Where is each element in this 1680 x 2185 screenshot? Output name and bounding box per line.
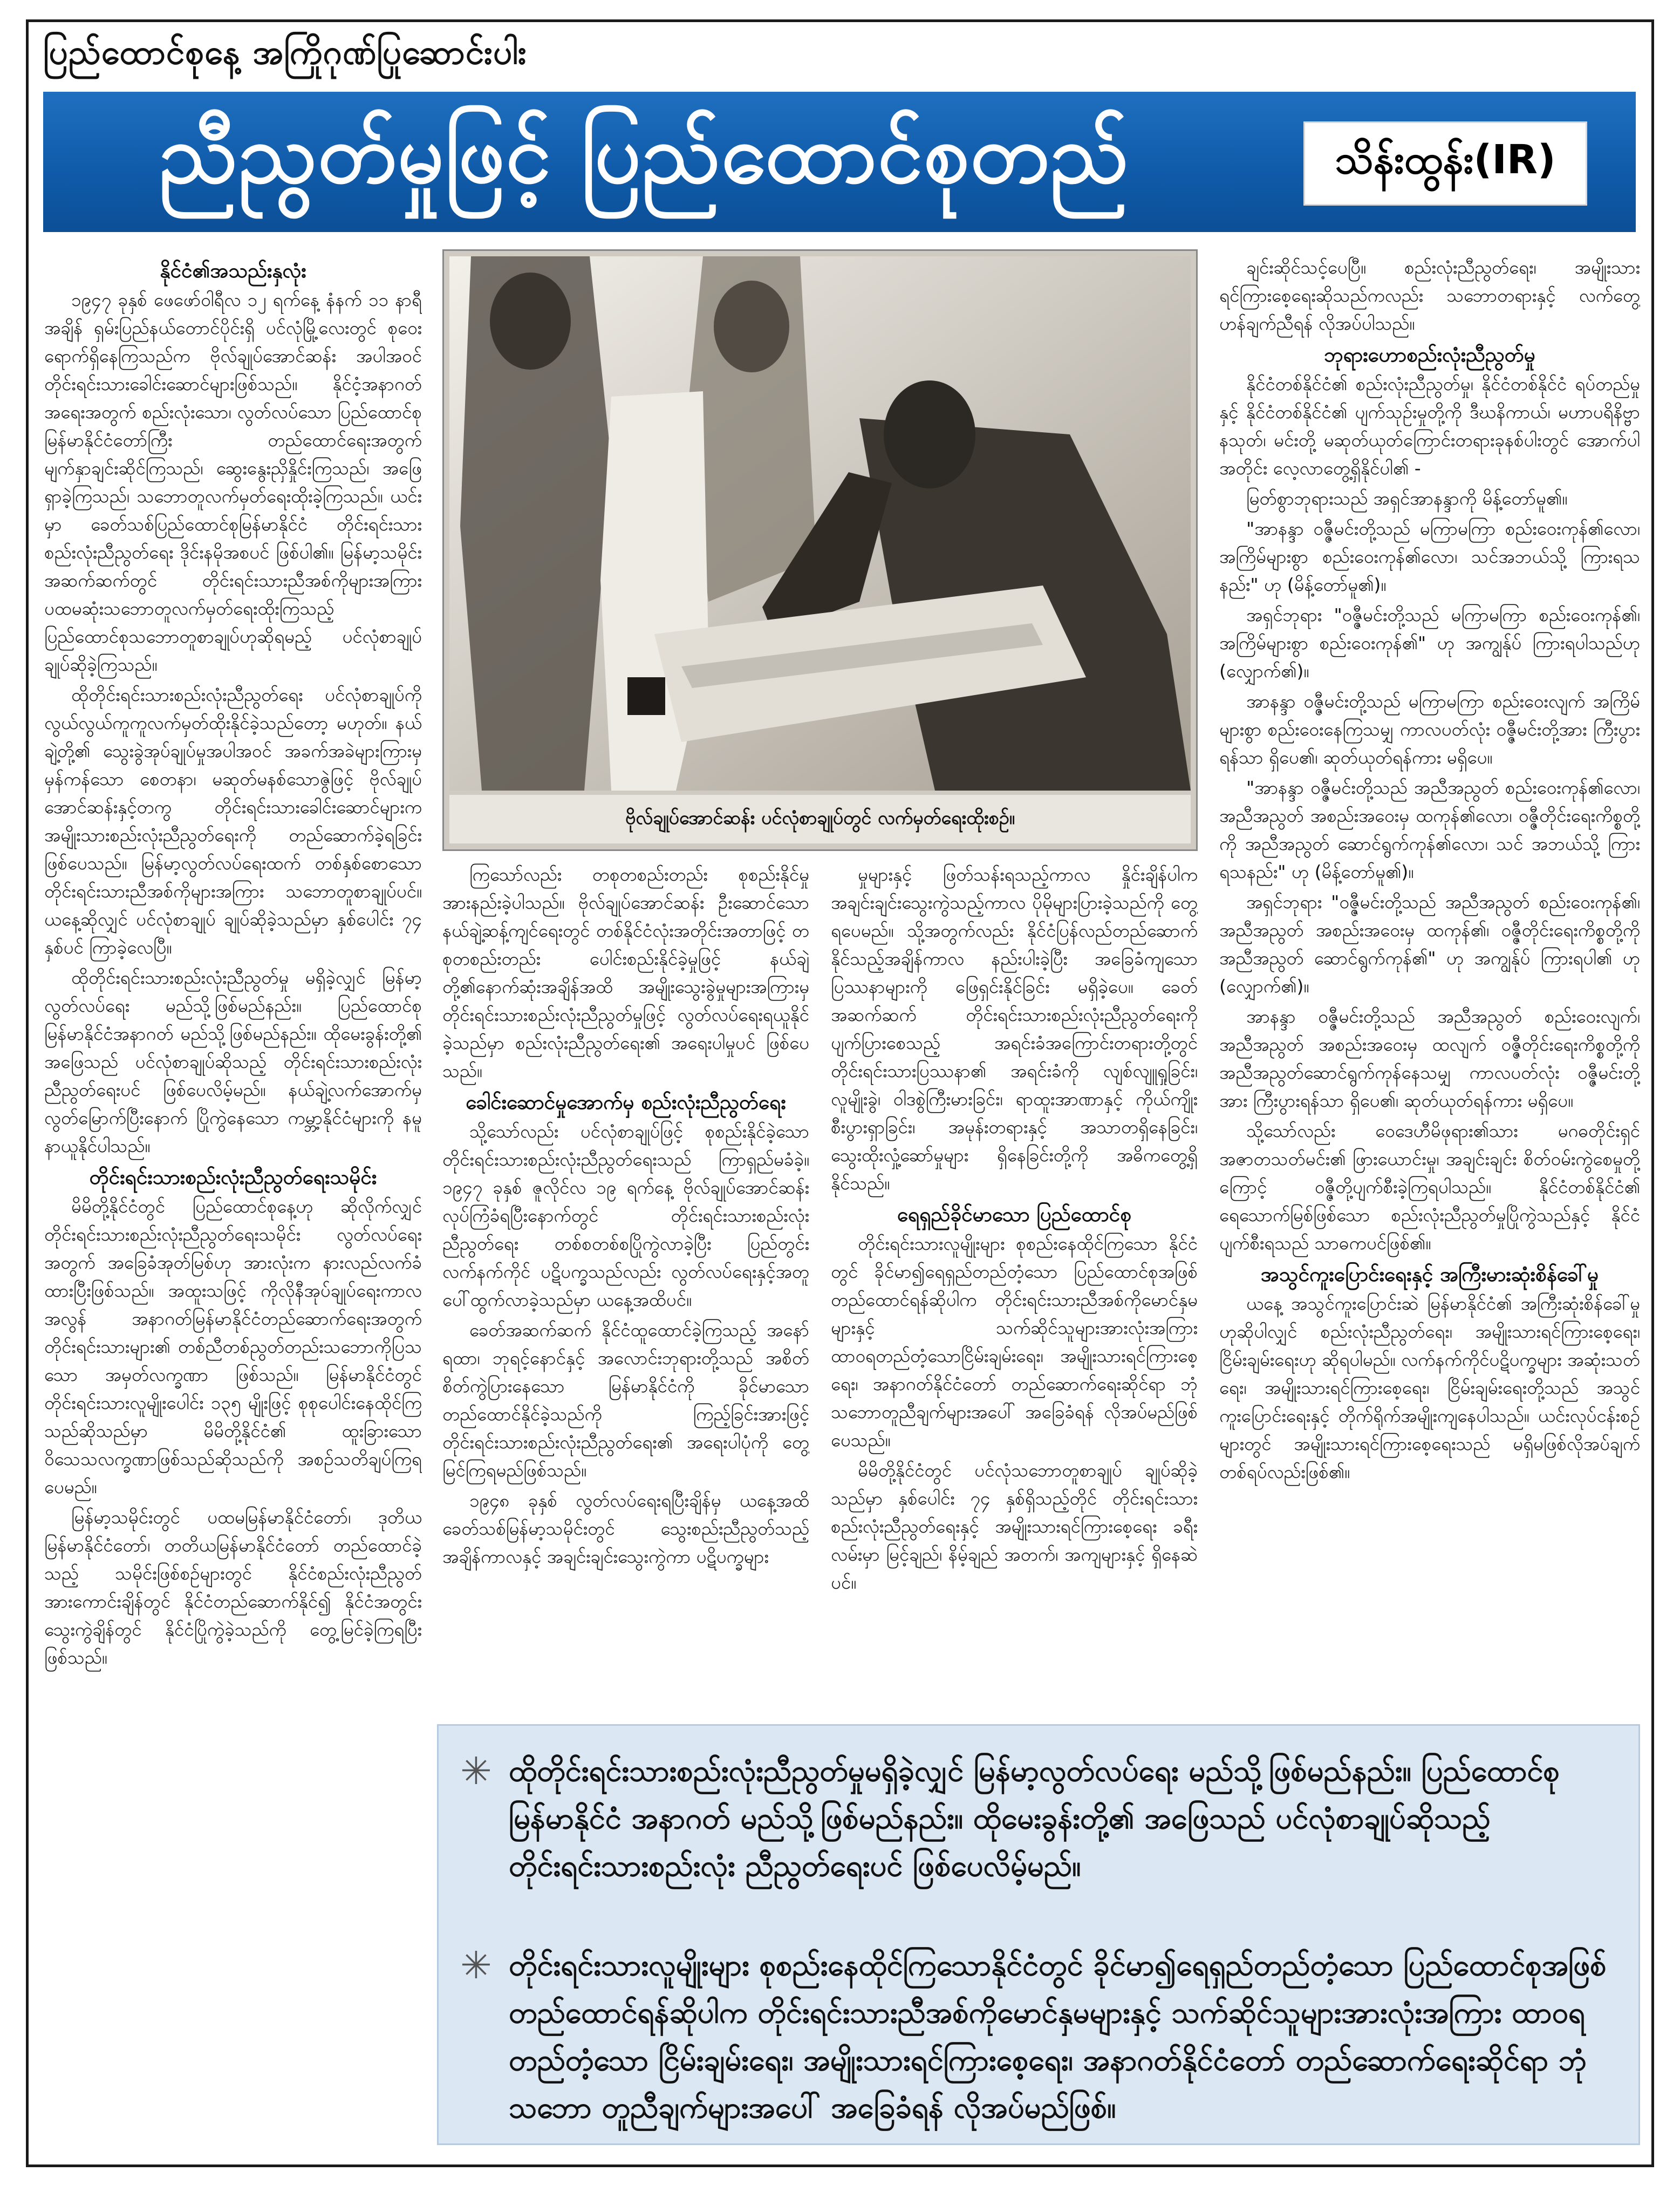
paragraph: ကြသော်လည်း တစုတစည်းတည်း စုစည်းနိုင်မှုအားနည်းခဲ့ပါသည်။ ဗိုလ်ချုပ်အောင်ဆန်း ဦးဆောင်သော နယ်ချဲ့ဆန့်ကျင်ရေးတွင် တစ်နိုင်ငံလုံးအတိုင်းအတာဖြင့် တစုတစည်းတည်း ပေါင်းစည်းနိုင်ခဲ့မှုဖြင့် နယ်ချဲ့တို့၏နောက်ဆုံးအချိန်အထိ အမျိုးသွေးခွဲမှုများအကြားမှ တိုင်းရင်းသားစည်းလုံးညီညွတ်မှုဖြင့် လွတ်လပ်ရေးရယူနိုင်ခဲ့သည်မှာ စည်းလုံးညီညွတ်ရေး၏ အရေးပါမှုပင် ဖြစ်ပေသည်။ <box>442 864 809 1081</box>
photo-caption: ဗိုလ်ချုပ်အောင်ဆန်း ပင်လုံစာချုပ်တွင် လက်မှတ်ရေးထိုးစဉ်။ <box>449 795 1191 843</box>
paragraph: ၁၉၄၇ ခုနှစ် ဖေဖော်ဝါရီလ ၁၂ ရက်နေ့ နံနက် ၁၁ နာရီအချိန် ရှမ်းပြည်နယ်တောင်ပိုင်းရှိ ပင်လုံမြို့လေးတွင် စုဝေးရောက်ရှိနေကြသည်က ဗိုလ်ချုပ်အောင်ဆန်း အပါအဝင် တိုင်းရင်းသားခေါင်းဆောင်များဖြစ်သည်။ နိုင်ငံ့အနာဂတ်အရေးအတွက် စည်းလုံးသော၊ လွတ်လပ်သော ပြည်ထောင်စုမြန်မာနိုင်ငံတော်ကြီး တည်ထောင်ရေးအတွက် မျက်နှာချင်းဆိုင်ကြသည်၊ ဆွေးနွေးညှိနှိုင်းကြသည်၊ အဖြေရှာခဲ့ကြသည်၊ သဘောတူလက်မှတ်ရေးထိုးခဲ့ကြသည်။ ယင်းမှာ ခေတ်သစ်ပြည်ထောင်စုမြန်မာနိုင်ငံ တိုင်းရင်းသားစည်းလုံးညီညွတ်ရေး ဒိုင်းနမိုအစပင် ဖြစ်ပါ၏။ မြန်မာ့သမိုင်းအဆက်ဆက်တွင် တိုင်းရင်းသားညီအစ်ကိုများအကြား ပထမဆုံးသဘောတူလက်မှတ်ရေးထိုးကြသည့် ပြည်ထောင်စုသဘောတူစာချုပ်ဟုဆိုရမည့် ပင်လုံစာချုပ် ချုပ်ဆိုခဲ့ကြသည်။ <box>44 289 422 675</box>
pull-quote-text: ထိုတိုင်းရင်းသားစည်းလုံးညီညွတ်မှုမရှိခဲ့လျှင် မြန်မာ့လွတ်လပ်ရေး မည်သို့ဖြစ်မည်နည်း။ ပြည်ထောင်စု မြန်မာနိုင်ငံ အနာဂတ် မည်သို့ဖြစ်မည်နည်း။ ထိုမေးခွန်းတို့၏ အဖြေသည် ပင်လုံစာချုပ်ဆိုသည့် တိုင်းရင်းသားစည်းလုံး ညီညွတ်ရေးပင် ဖြစ်ပေလိမ့်မည်။ <box>509 1754 1560 1883</box>
section-heading: ခေါင်းဆောင်မှုအောက်မှ စည်းလုံးညီညွတ်ရေး <box>466 1091 786 1114</box>
paragraph: မိမိတို့နိုင်ငံတွင် ပင်လုံသဘောတူစာချုပ် ချုပ်ဆိုခဲ့သည်မှာ နှစ်ပေါင်း ၇၄ နှစ်ရှိသည့်တိုင် တိုင်းရင်းသားစည်းလုံးညီညွတ်ရေးနှင့် အမျိုးသားရင်ကြားစေ့ရေး ခရီးလမ်းမှာ မြင့်ချည်၊ နိမ့်ချည် အတက်၊ အကျများနှင့် ရှိနေဆဲပင်။ <box>831 1460 1198 1593</box>
paragraph: ချင်းဆိုင်သင့်ပေပြီ။ စည်းလုံးညီညွတ်ရေး၊ အမျိုးသားရင်ကြားစေ့ရေးဆိုသည်ကလည်း သဘောတရားနှင့် လက်တွေ့ဟန်ချက်ညီရန် လိုအပ်ပါသည်။ <box>1219 257 1640 334</box>
headline-banner <box>43 92 1636 232</box>
paragraph: တိုင်းရင်းသားလူမျိုးများ စုစည်းနေထိုင်ကြသော နိုင်ငံတွင် ခိုင်မာ၍ရေရှည်တည်တံ့သော ပြည်ထောင်စုအဖြစ် တည်ထောင်ရန်ဆိုပါက တိုင်းရင်းသားညီအစ်ကိုမောင်နှမများနှင့် သက်ဆိုင်သူများအားလုံးအကြား ထာဝရတည်တံ့သောငြိမ်းချမ်းရေး၊ အမျိုးသားရင်ကြားစေ့ရေး၊ အနာဂတ်နိုင်ငံတော် တည်ဆောက်ရေးဆိုင်ရာ ဘုံသဘောတူညီချက်များအပေါ် အခြေခံရန် လိုအပ်မည်ဖြစ်ပေသည်။ <box>831 1233 1198 1451</box>
paragraph: မြန်မာ့သမိုင်းတွင် ပထမမြန်မာနိုင်ငံတော်၊ ဒုတိယမြန်မာနိုင်ငံတော်၊ တတိယမြန်မာနိုင်ငံတော် တည်ထောင်ခဲ့သည့် သမိုင်းဖြစ်စဉ်များတွင် နိုင်ငံစည်းလုံးညီညွတ်အားကောင်းချိန်တွင် နိုင်ငံတည်ဆောက်နိုင်၍ နိုင်ငံအတွင်း သွေးကွဲချိန်တွင် နိုင်ငံပြိုကွဲခဲ့သည်ကို တွေ့မြင်ခဲ့ကြရပြီးဖြစ်သည်။ <box>44 1507 422 1668</box>
paragraph: ယနေ့ အသွင်ကူးပြောင်းဆဲ မြန်မာနိုင်ငံ၏ အကြီးဆုံးစိန်ခေါ်မှုဟုဆိုပါလျှင် စည်းလုံးညီညွတ်ရေး၊ အမျိုးသားရင်ကြားစေ့ရေး၊ ငြိမ်းချမ်းရေးဟု ဆိုရပါမည်။ လက်နက်ကိုင်ပဋိပက္ခများ အဆုံးသတ်ရေး၊ အမျိုးသားရင်ကြားစေ့ရေး၊ ငြိမ်းချမ်းရေးတို့သည် အသွင်ကူးပြောင်းရေးနှင့် တိုက်ရိုက်အမျိုးကျနေပါသည်။ ယင်းလုပ်ငန်းစဉ်များတွင် အမျိုးသားရင်ကြားစေ့ရေးသည် မရှိမဖြစ်လိုအပ်ချက် တစ်ရပ်လည်းဖြစ်၏။ <box>1219 1293 1640 1482</box>
byline: သိန်းထွန်း(IR) <box>1303 121 1587 206</box>
historical-photo <box>449 256 1191 791</box>
section-heading: အသွင်ကူးပြောင်းရေးနှင့် အကြီးမားဆုံးစိန်ခေါ်မှု <box>1260 1263 1599 1286</box>
paragraph: "အာနန္ဒာ ဝဇ္ဇီမင်းတို့သည် မကြာမကြာ စည်းဝေးကုန်၏လော၊ အကြိမ်များစွာ စည်းဝေးကုန်၏လော၊ သင်အဘယ်သို့ ကြားရသနည်း" ဟု (မိန့်တော်မူ၏)။ <box>1219 518 1640 595</box>
paragraph: သို့သော်လည်း ပင်လုံစာချုပ်ဖြင့် စုစည်းနိုင်ခဲ့သော တိုင်းရင်းသားစည်းလုံးညီညွတ်ရေးသည် ကြာရှည်မခံခဲ့။ ၁၉၄၇ ခုနှစ် ဇူလိုင်လ ၁၉ ရက်နေ့ ဗိုလ်ချုပ်အောင်ဆန်း လုပ်ကြံခံရပြီးနောက်တွင် တိုင်းရင်းသားစည်းလုံးညီညွတ်ရေး တစ်စတစ်စပြိုကွဲလာခဲ့ပြီး ပြည်တွင်းလက်နက်ကိုင် ပဋိပက္ခသည်လည်း လွတ်လပ်ရေးနှင့်အတူ ပေါ်ထွက်လာခဲ့သည်မှာ ယနေ့အထိပင်။ <box>442 1121 809 1310</box>
pull-quote-item <box>460 1942 1620 2132</box>
paragraph: ထိုတိုင်းရင်းသားစည်းလုံးညီညွတ်ရေး ပင်လုံစာချုပ်ကို လွယ်လွယ်ကူကူလက်မှတ်ထိုးနိုင်ခဲ့သည်တော့ မဟုတ်။ နယ်ချဲ့တို့၏ သွေးခွဲအုပ်ချုပ်မှုအပါအဝင် အခက်အခဲများကြားမှ မှန်ကန်သော စေတနာ၊ မဆုတ်မနစ်သောဇွဲဖြင့် ဗိုလ်ချုပ်အောင်ဆန်းနှင့်တကွ တိုင်းရင်းသားခေါင်းဆောင်များက အမျိုးသားစည်းလုံးညီညွတ်ရေးကို တည်ဆောက်ခဲ့ရခြင်း ဖြစ်ပေသည်။ မြန်မာ့လွတ်လပ်ရေးထက် တစ်နှစ်စောသော တိုင်းရင်းသားညီအစ်ကိုများအကြား သဘောတူစာချုပ်ပင်။ ယနေ့ဆိုလျှင် ပင်လုံစာချုပ် ချုပ်ဆိုခဲ့သည်မှာ နှစ်ပေါင်း ၇၄ နှစ်ပင် ကြာခဲ့လေပြီ။ <box>44 684 422 958</box>
paragraph: ၁၉၄၈ ခုနှစ် လွတ်လပ်ရေးရပြီးချိန်မှ ယနေ့အထိ ခေတ်သစ်မြန်မာ့သမိုင်းတွင် သွေးစည်းညီညွတ်သည့် အချိန်ကာလနှင့် အချင်းချင်းသွေးကွဲကာ ပဋိပက္ခများ <box>442 1490 809 1567</box>
paragraph: အာနန္ဒာ ဝဇ္ဇီမင်းတို့သည် မကြာမကြာ စည်းဝေးလျက် အကြိမ်များစွာ စည်းဝေးနေကြသမျှ ကာလပတ်လုံး ဝဇ္ဇီမင်းတို့အား ကြီးပွားရန်သာ ရှိပေ၏၊ ဆုတ်ယုတ်ရန်ကား မရှိပေ။ <box>1219 691 1640 768</box>
paragraph: နိုင်ငံတစ်နိုင်ငံ၏ စည်းလုံးညီညွတ်မှု၊ နိုင်ငံတစ်နိုင်ငံ ရပ်တည်မှုနှင့် နိုင်ငံတစ်နိုင်ငံ၏ ပျက်သုဉ်းမှုတို့ကို ဒီဃနိကာယ်၊ မဟာပရိနိဗ္ဗာနသုတ်၊ မင်းတို့ မဆုတ်ယုတ်ကြောင်းတရားခုနစ်ပါးတွင် အောက်ပါအတိုင်း လေ့လာတွေ့ရှိနိုင်ပါ၏ - <box>1219 373 1640 479</box>
section-heading: ဘုရားဟောစည်းလုံးညီညွတ်မှု <box>1324 343 1535 366</box>
section-heading: တိုင်းရင်းသားစည်းလုံးညီညွတ်ရေးသမိုင်း <box>89 1166 377 1189</box>
paragraph: သို့သော်လည်း ဝေဒေဟီမိဖုရား၏သား မဂဓတိုင်းရှင် အဇာတသတ်မင်း၏ ဖြားယောင်းမှု၊ အချင်းချင်း စိတ်ဝမ်းကွဲစေမှုတို့ကြောင့် ဝဇ္ဇီတို့ပျက်စီးခဲ့ကြရပါသည်။ နိုင်ငံတစ်နိုင်ငံ၏ ရေသောက်မြစ်ဖြစ်သော စည်းလုံးညီညွတ်မှုပြိုကွဲသည်နှင့် နိုင်ငံပျက်စီးရသည် သာဓကပင်ဖြစ်၏။ <box>1219 1120 1640 1254</box>
article-column-1 <box>44 254 422 2153</box>
pull-quote-text: တိုင်းရင်းသားလူမျိုးများ စုစည်းနေထိုင်ကြသောနိုင်ငံတွင် ခိုင်မာ၍ရေရှည်တည်တံ့သော ပြည်ထောင်စုအဖြစ် တည်ထောင်ရန်ဆိုပါက တိုင်းရင်းသားညီအစ်ကိုမောင်နှမများနှင့် သက်ဆိုင်သူများအားလုံးအကြား ထာဝရ တည်တံ့သော ငြိမ်းချမ်းရေး၊ အမျိုးသားရင်ကြားစေ့ရေး၊ အနာဂတ်နိုင်ငံတော် တည်ဆောက်ရေးဆိုင်ရာ ဘုံသဘော တူညီချက်များအပေါ် အခြေခံရန် လိုအပ်မည်ဖြစ်။ <box>509 1948 1607 2125</box>
paragraph: အရှင်ဘုရား "ဝဇ္ဇီမင်းတို့သည် မကြာမကြာ စည်းဝေးကုန်၏၊ အကြိမ်များစွာ စည်းဝေးကုန်၏" ဟု အကျွန်ုပ် ကြားရပါသည်ဟု (လျှောက်၏)။ <box>1219 604 1640 682</box>
photo-illustration <box>449 256 1191 791</box>
section-heading: ရေရှည်ခိုင်မာသော ပြည်ထောင်စု <box>897 1203 1132 1226</box>
paragraph: ခေတ်အဆက်ဆက် နိုင်ငံထူထောင်ခဲ့ကြသည့် အနော်ရထာ၊ ဘုရင့်နောင်နှင့် အလောင်းဘုရားတို့သည် အစိတ်စိတ်ကွဲပြားနေသော မြန်မာနိုင်ငံကို ခိုင်မာသော တည်ထောင်နိုင်ခဲ့သည်ကို ကြည့်ခြင်းအားဖြင့် တိုင်းရင်းသားစည်းလုံးညီညွတ်ရေး၏ အရေးပါပုံကို တွေ့မြင်ကြရမည်ဖြစ်သည်။ <box>442 1319 809 1481</box>
paragraph: မှုများနှင့် ဖြတ်သန်းရသည့်ကာလ နှိုင်းချိန်ပါက အချင်းချင်းသွေးကွဲသည့်ကာလ ပိုမိုများပြားခဲ့သည်ကို တွေ့ရပေမည်။ သို့အတွက်လည်း နိုင်ငံပြန်လည်တည်ဆောက်နိုင်သည့်အချိန်ကာလ နည်းပါးခဲ့ပြီး အခြေခံကျသော ပြဿနာများကို ဖြေရှင်းနိုင်ခြင်း မရှိခဲ့ပေ။ ခေတ်အဆက်ဆက် တိုင်းရင်းသားစည်းလုံးညီညွတ်ရေးကို ပျက်ပြားစေသည့် အရင်းခံအကြောင်းတရားတို့တွင် တိုင်းရင်းသားပြဿနာ၏ အရင်းခံကို လျစ်လျူရှုခြင်း၊ လူမျိုးခွဲ၊ ဝါဒစွဲကြီးမားခြင်း၊ ရာထူးအာဏာနှင့် ကိုယ်ကျိုးစီးပွားရှာခြင်း၊ အမုန်းတရားနှင့် အသာတရှိနေခြင်း၊ သွေးထိုးလှုံ့ဆော်မှုများ ရှိနေခြင်းတို့ကို အဓိကတွေ့ရှိနိုင်သည်။ <box>831 864 1198 1194</box>
kicker: ပြည်ထောင်စုနေ့ အကြိုဂုဏ်ပြုဆောင်းပါး <box>43 32 527 72</box>
pull-quote-box <box>437 1724 1640 2145</box>
section-heading: နိုင်ငံ၏အသည်းနှလုံး <box>160 259 306 282</box>
article-column-2 <box>442 861 809 1703</box>
photo-figure <box>442 249 1198 851</box>
paragraph: အရှင်ဘုရား "ဝဇ္ဇီမင်းတို့သည် အညီအညွတ် စည်းဝေးကုန်၏၊ အညီအညွတ် အစည်းအဝေးမှ ထကုန်၏၊ ဝဇ္ဇီတိုင်းရေးကိစ္စတို့ကို အညီအညွတ် ဆောင်ရွက်ကုန်၏" ဟု အကျွန်ုပ် ကြားရပါ၏ ဟု (လျှောက်၏)။ <box>1219 891 1640 997</box>
pull-quote-item <box>460 1747 1620 1890</box>
headline: ညီညွတ်မှုဖြင့် ပြည်ထောင်စုတည် <box>159 107 1130 201</box>
article-column-4 <box>1219 254 1640 1711</box>
paragraph: အာနန္ဒာ ဝဇ္ဇီမင်းတို့သည် အညီအညွတ် စည်းဝေးလျက်၊ အညီအညွတ် အစည်းအဝေးမှ ထလျက် ဝဇ္ဇီတိုင်းရေးကိစ္စတို့ကို အညီအညွတ်ဆောင်ရွက်ကုန်နေသမျှ ကာလပတ်လုံး ဝဇ္ဇီမင်းတို့အား ကြီးပွားရန်သာ ရှိပေ၏၊ ဆုတ်ယုတ်ရန်ကား မရှိပေ။ <box>1219 1006 1640 1111</box>
paragraph: မြတ်စွာဘုရားသည် အရှင်အာနန္ဒာကို မိန့်တော်မူ၏။ <box>1246 488 1568 509</box>
article-column-3 <box>831 861 1198 1703</box>
paragraph: "အာနန္ဒာ ဝဇ္ဇီမင်းတို့သည် အညီအညွတ် စည်းဝေးကုန်၏လော၊ အညီအညွတ် အစည်းအဝေးမှ ထကုန်၏လော၊ ဝဇ္ဇီတိုင်းရေးကိစ္စတို့ကို အညီအညွတ် ဆောင်ရွက်ကုန်၏လော၊ သင် အဘယ်သို့ ကြားရသနည်း" ဟု (မိန့်တော်မူ၏)။ <box>1219 777 1640 882</box>
asterisk-bullet-icon: ✳ <box>460 1943 492 1987</box>
paragraph: ထိုတိုင်းရင်းသားစည်းလုံးညီညွတ်မှု မရှိခဲ့လျှင် မြန်မာ့လွတ်လပ်ရေး မည်သို့ဖြစ်မည်နည်း။ ပြည်ထောင်စုမြန်မာနိုင်ငံအနာဂတ် မည်သို့ဖြစ်မည်နည်း။ ထိုမေးခွန်းတို့၏ အဖြေသည် ပင်လုံစာချုပ်ဆိုသည့် တိုင်းရင်းသားစည်းလုံးညီညွတ်ရေးပင် ဖြစ်ပေလိမ့်မည်။ နယ်ချဲ့လက်အောက်မှ လွတ်မြောက်ပြီးနောက် ပြိုကွဲနေသော ကမ္ဘာ့နိုင်ငံများကို နမူနာယူနိုင်ပါသည်။ <box>44 967 422 1156</box>
asterisk-bullet-icon: ✳ <box>460 1749 492 1793</box>
paragraph: မိမိတို့နိုင်ငံတွင် ပြည်ထောင်စုနေ့ဟု ဆိုလိုက်လျှင် တိုင်းရင်းသားစည်းလုံးညီညွတ်ရေးသမိုင်း လွတ်လပ်ရေးအတွက် အခြေခံအုတ်မြစ်ဟု အားလုံးက နားလည်လက်ခံထားပြီးဖြစ်သည်။ အထူးသဖြင့် ကိုလိုနီအုပ်ချုပ်ရေးကာလအလွန် အနာဂတ်မြန်မာနိုင်ငံတည်ဆောက်ရေးအတွက် တိုင်းရင်းသားများ၏ တစ်ညီတစ်ညွတ်တည်းသဘောကိုပြသသော အမှတ်လက္ခဏာ ဖြစ်သည်။ မြန်မာနိုင်ငံတွင် တိုင်းရင်းသားလူမျိုးပေါင်း ၁၃၅ မျိုးဖြင့် စုစုပေါင်းနေထိုင်ကြသည်ဆိုသည်မှာ မိမိတို့နိုင်ငံ၏ ထူးခြားသော ဝိသေသလက္ခဏာဖြစ်သည်ဆိုသည်ကို အစဉ်သတိချပ်ကြရပေမည်။ <box>44 1196 422 1497</box>
